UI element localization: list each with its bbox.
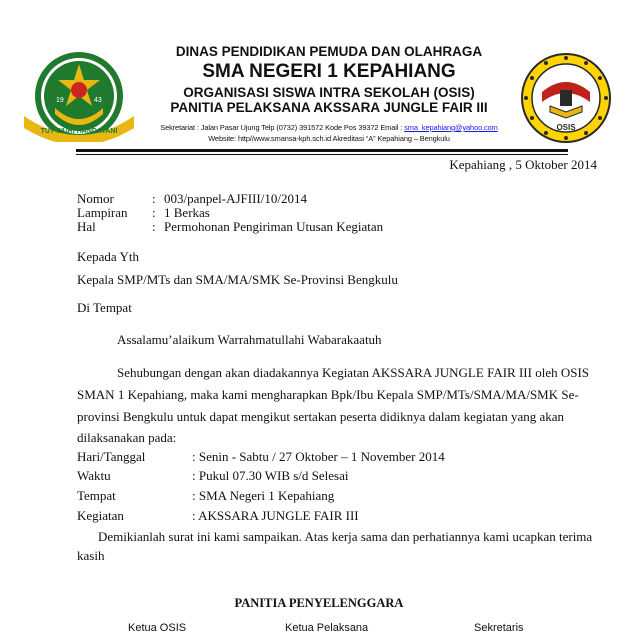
letterhead-agency: DINAS PENDIDIKAN PEMUDA DAN OLAHRAGA xyxy=(175,44,483,59)
signatory-ketua-pelaksana: Ketua Pelaksana xyxy=(285,622,369,634)
meta-nomor-sep: : xyxy=(152,191,156,206)
meta-hal-value: Permohonan Pengiriman Utusan Kegiatan xyxy=(164,219,384,234)
detail-place-label: Tempat xyxy=(77,488,116,503)
letterhead-website: Website: http//www.smansa-kph.sch.id Akreditasi “A” Kepahiang – Bengkulu xyxy=(208,134,450,143)
letterhead-organization: ORGANISASI SISWA INTRA SEKOLAH (OSIS) xyxy=(183,85,475,100)
detail-date-label: Hari/Tanggal xyxy=(77,449,146,464)
detail-activity-label: Kegiatan xyxy=(77,508,124,523)
osis-logo-label: OSIS xyxy=(556,123,576,132)
greeting: Assalamu’alaikum Warrahmatullahi Wabarakaatuh xyxy=(117,332,382,347)
signatory-ketua-osis: Ketua OSIS xyxy=(128,622,187,634)
letterhead-school: SMA NEGERI 1 KEPAHIANG xyxy=(202,61,456,82)
meta-hal-label: Hal xyxy=(77,219,96,234)
meta-nomor-label: Nomor xyxy=(77,191,114,206)
body-line-3: provinsi Bengkulu untuk dapat mengikut sertakan peserta didiknya dalam kegiatan yang akan xyxy=(77,409,565,424)
closing-line-2: kasih xyxy=(77,548,105,563)
to-line: Kepada Yth xyxy=(77,249,139,264)
logo-left-ring-text: TUT WURI HANDAYANI xyxy=(40,128,118,135)
tut-wuri-handayani-logo xyxy=(20,50,138,142)
meta-lampiran-sep: : xyxy=(152,205,156,220)
meta-hal-sep: : xyxy=(152,219,156,234)
detail-time-value: : Pukul 07.30 WIB s/d Selesai xyxy=(192,468,349,483)
osis-logo-graphic xyxy=(520,52,612,144)
meta-lampiran-label: Lampiran xyxy=(77,205,128,220)
meta-lampiran-value: 1 Berkas xyxy=(164,205,210,220)
body-line-2: SMAN 1 Kepahiang, maka kami mengharapkan Bpk/Ibu Kepala SMP/MTs/SMA/MA/SMK Se- xyxy=(77,387,579,402)
letterhead-committee: PANITIA PELAKSANA AKSSARA JUNGLE FAIR III xyxy=(170,100,488,115)
recipient: Kepala SMP/MTs dan SMA/MA/SMK Se-Provinsi Bengkulu xyxy=(77,272,398,287)
committee-heading: PANITIA PENYELENGGARA xyxy=(234,596,404,610)
letterhead-address xyxy=(138,123,520,132)
letterhead-address-text: Sekretariat : Jalan Pasar Ujung Telp (0732) 391572 Kode Pos 39372 Email : xyxy=(160,123,405,132)
detail-date-value: : Senin - Sabtu / 27 Oktober – 1 November 2014 xyxy=(192,449,445,464)
letterhead-rule-thick xyxy=(76,149,568,152)
logo-left-number-43: 43 xyxy=(94,97,102,104)
osis-logo xyxy=(520,52,612,144)
meta-nomor-value: 003/panpel-AJFIII/10/2014 xyxy=(164,191,307,206)
detail-place-value: : SMA Negeri 1 Kepahiang xyxy=(192,488,335,503)
location: Di Tempat xyxy=(77,300,132,315)
signatory-sekretaris: Sekretaris xyxy=(474,622,524,634)
tut-wuri-handayani-logo-graphic xyxy=(20,50,138,142)
body-line-1: Sehubungan dengan akan diadakannya Kegiatan AKSSARA JUNGLE FAIR III oleh OSIS xyxy=(117,365,590,380)
place-date: Kepahiang , 5 Oktober 2014 xyxy=(449,157,597,172)
detail-activity-value: : AKSSARA JUNGLE FAIR III xyxy=(192,508,359,523)
body-line-4: dilaksanakan pada: xyxy=(77,430,177,445)
letterhead-rule-thin xyxy=(76,154,568,155)
letterhead-email-link[interactable]: sma_kepahiang@yahoo.com xyxy=(404,123,498,132)
detail-time-label: Waktu xyxy=(77,468,111,483)
logo-left-number-19: 19 xyxy=(56,97,64,104)
closing-line-1: Demikianlah surat ini kami sampaikan. Atas kerja sama dan perhatiannya kami ucapkan terima xyxy=(98,529,593,544)
